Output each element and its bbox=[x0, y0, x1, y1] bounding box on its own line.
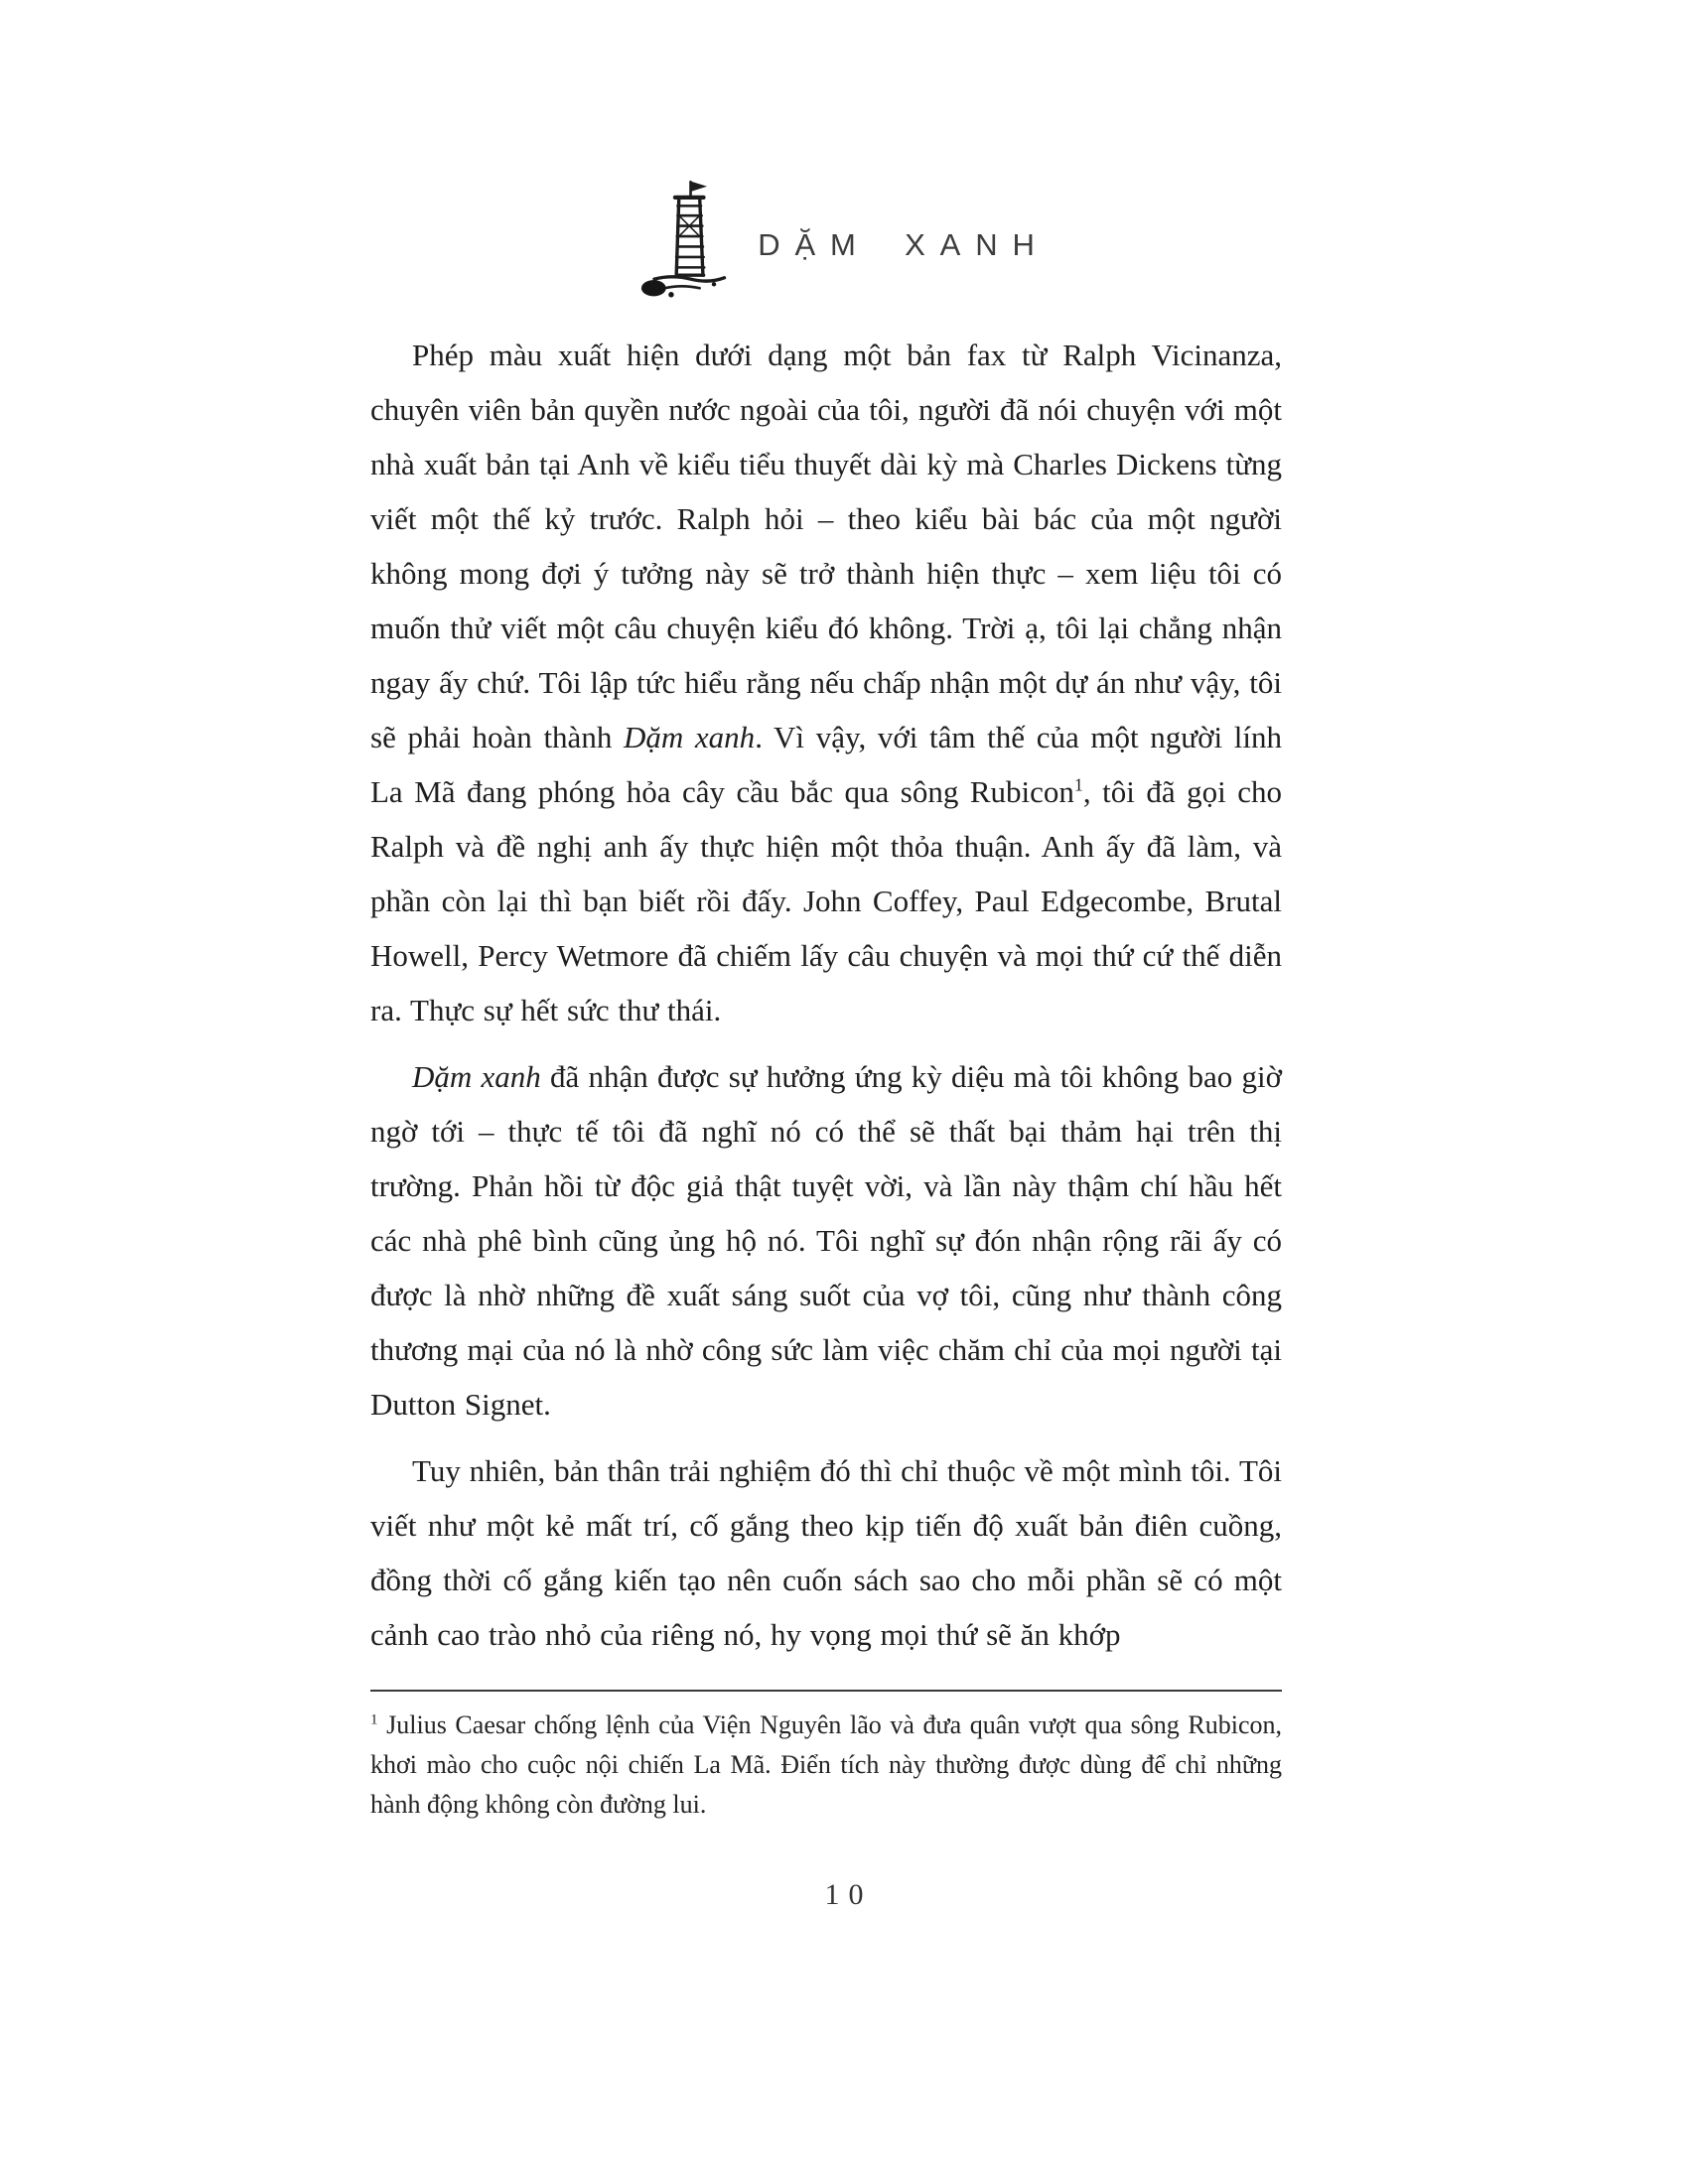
page-number: 10 bbox=[824, 1878, 873, 1911]
paragraph-2: Dặm xanh đã nhận được sự hưởng ứng kỳ diệu mà tôi không bao giờ ngờ tới – thực tế tôi đã nghĩ nó có thể sẽ thất bại thảm hại trên thị trường. Phản hồi từ độc giả thật tuyệt vời, và lần này thậm chí hầu hết các nhà phê bình cũng ủng hộ nó. Tôi nghĩ sự đón nhận rộng rãi ấy có được là nhờ những đề xuất sáng suốt của vợ tôi, cũng như thành công thương mại của nó là nhờ công sức làm việc chăm chỉ của mọi người tại Dutton Signet. bbox=[370, 1059, 1282, 1422]
footnote-text: $^1$ Julius Caesar chống lệnh của Viện Nguyên lão và đưa quân vượt qua sông Rubicon, khơi mào cho cuộc nội chiến La Mã. Điển tích này thường được dùng để chỉ những hành động không còn đường lui. bbox=[370, 1710, 1282, 1819]
running-header bbox=[0, 177, 1688, 300]
footnote-area bbox=[370, 1690, 1282, 1825]
book-title: DẶM XANH bbox=[758, 227, 1050, 262]
footnote-divider bbox=[370, 1690, 1282, 1692]
ink-tower-icon bbox=[638, 177, 730, 300]
body-text bbox=[370, 328, 1282, 1674]
paragraph-1: Phép màu xuất hiện dưới dạng một bản fax từ Ralph Vicinanza, chuyên viên bản quyền nước ngoài của tôi, người đã nói chuyện với một nhà xuất bản tại Anh về kiểu tiểu thuyết dài kỳ mà Charles Dickens từng viết một thế kỷ trước. Ralph hỏi – theo kiểu bài bác của một người không mong đợi ý tưởng này sẽ trở thành hiện thực – xem liệu tôi có muốn thử viết một câu chuyện kiểu đó không. Trời ạ, tôi lại chẳng nhận ngay ấy chứ. Tôi lập tức hiểu rằng nếu chấp nhận một dự án như vậy, tôi sẽ phải hoàn thành Dặm xanh. Vì vậy, với tâm thế của một người lính La Mã đang phóng hỏa cây cầu bắc qua sông Rubicon$^1$, tôi đã gọi cho Ralph và đề nghị anh ấy thực hiện một thỏa thuận. Anh ấy đã làm, và phần còn lại thì bạn biết rồi đấy. John Coffey, Paul Edgecombe, Brutal Howell, Percy Wetmore đã chiếm lấy câu chuyện và mọi thứ cứ thế diễn ra. Thực sự hết sức thư thái. bbox=[370, 338, 1282, 1027]
paragraph-3: Tuy nhiên, bản thân trải nghiệm đó thì chỉ thuộc về một mình tôi. Tôi viết như một kẻ mất trí, cố gắng theo kịp tiến độ xuất bản điên cuồng, đồng thời cố gắng kiến tạo nên cuốn sách sao cho mỗi phần sẽ có một cảnh cao trào nhỏ của riêng nó, hy vọng mọi thứ sẽ ăn khớp bbox=[370, 1453, 1282, 1652]
